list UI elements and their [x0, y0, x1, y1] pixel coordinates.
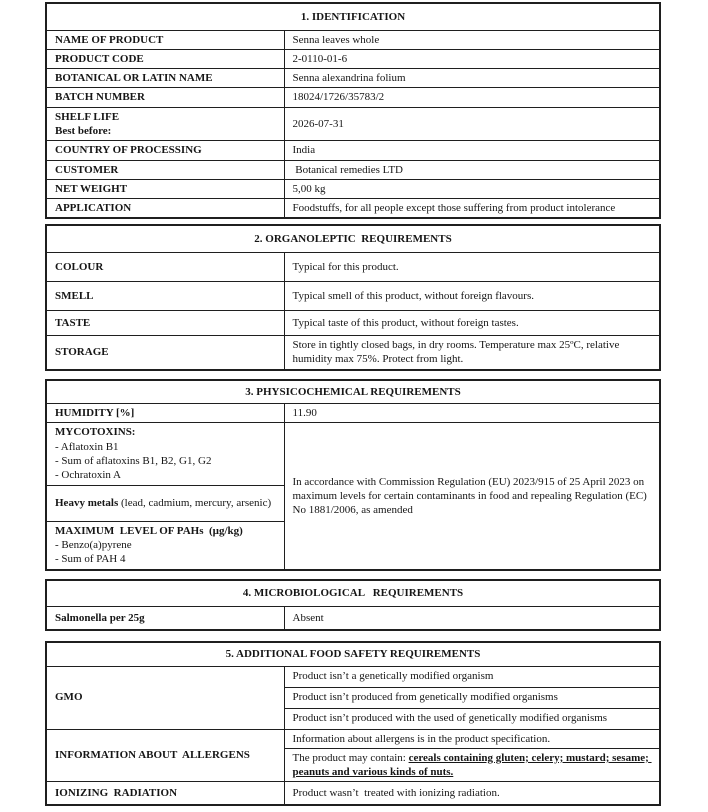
table-row — [46, 729, 660, 748]
row-value: 18024/1726/35783/2 — [284, 88, 660, 107]
table-row — [46, 666, 660, 687]
allergens-label: INFORMATION ABOUT ALLERGENS — [46, 729, 284, 782]
pahs-item: - Benzo(a)pyrene — [55, 539, 132, 552]
humidity-value: 11.90 — [284, 404, 660, 423]
gmo-value: Product isn’t a genetically modified organism — [284, 666, 660, 687]
row-value: Typical taste of this product, without foreign tastes. — [284, 310, 660, 335]
row-label: NAME OF PRODUCT — [46, 30, 284, 49]
gmo-label: GMO — [46, 666, 284, 729]
mycotoxins-item: - Aflatoxin B1 — [55, 440, 119, 453]
row-label: STORAGE — [46, 335, 284, 369]
table-row — [46, 160, 660, 179]
table-row — [46, 88, 660, 107]
regulation-note-cell — [284, 423, 660, 570]
mycotoxins-cell — [46, 423, 284, 485]
row-value: Senna alexandrina folium — [284, 69, 660, 88]
table-row — [46, 252, 660, 281]
pahs-item: - Sum of PAH 4 — [55, 553, 126, 566]
row-label: NET WEIGHT — [46, 179, 284, 198]
allergens-statement-prefix: The product may contain: — [292, 751, 409, 764]
heavy-metals-cell — [46, 485, 284, 521]
section-organoleptic-title: 2. ORGANOLEPTIC REQUIREMENTS — [46, 225, 660, 252]
section-additional-title: 5. ADDITIONAL FOOD SAFETY REQUIREMENTS — [46, 642, 660, 666]
heavy-metals-detail: (lead, cadmium, mercury, arsenic) — [120, 496, 272, 509]
row-value: 5,00 kg — [284, 179, 660, 198]
ionizing-value: Product wasn’t treated with ionizing radiation. — [284, 782, 660, 805]
row-value: Store in tightly closed bags, in dry rooms. Temperature max 25ºC, relative humidity max 75%. Protect from light. — [284, 335, 660, 369]
row-value: 2026-07-31 — [284, 107, 660, 141]
table-row — [46, 49, 660, 68]
section-identification-title: 1. IDENTIFICATION — [46, 3, 660, 30]
heavy-metals-heading: Heavy metals — [55, 496, 121, 509]
section-physicochemical — [45, 379, 661, 571]
row-label: BATCH NUMBER — [46, 88, 284, 107]
row-label: Salmonella per 25g — [46, 606, 284, 630]
row-value: Foodstuffs, for all people except those suffering from product intolerance — [284, 199, 660, 219]
row-label: CUSTOMER — [46, 160, 284, 179]
row-label: TASTE — [46, 310, 284, 335]
table-row — [46, 335, 660, 369]
row-value: Absent — [284, 606, 660, 630]
section-identification — [45, 2, 661, 219]
table-row — [46, 141, 660, 160]
table-row — [46, 404, 660, 423]
row-label: SMELL — [46, 281, 284, 310]
section-microbiological — [45, 579, 661, 631]
row-value: Senna leaves whole — [284, 30, 660, 49]
table-row — [46, 310, 660, 335]
allergens-statement-cell — [284, 748, 660, 782]
row-value: Typical smell of this product, without foreign flavours. — [284, 281, 660, 310]
row-label: COUNTRY OF PROCESSING — [46, 141, 284, 160]
gmo-value: Product isn’t produced from genetically modified organisms — [284, 687, 660, 708]
pahs-heading: MAXIMUM LEVEL OF PAHs (µg/kg) — [55, 524, 243, 537]
table-row — [46, 107, 660, 141]
row-value: Botanical remedies LTD — [284, 160, 660, 179]
shelf-life-label: SHELF LIFE — [55, 110, 120, 123]
mycotoxins-heading: MYCOTOXINS: — [55, 426, 136, 439]
table-row — [46, 179, 660, 198]
gmo-value: Product isn’t produced with the used of genetically modified organisms — [284, 708, 660, 729]
section-additional-food-safety — [45, 641, 661, 806]
table-row — [46, 69, 660, 88]
allergens-info: Information about allergens is in the product specification. — [284, 729, 660, 748]
row-value: India — [284, 141, 660, 160]
section-physicochemical-title: 3. PHYSICOCHEMICAL REQUIREMENTS — [46, 380, 660, 404]
mycotoxins-item: - Sum of aflatoxins B1, B2, G1, G2 — [55, 454, 212, 467]
ionizing-label: IONIZING RADIATION — [46, 782, 284, 805]
row-label — [46, 107, 284, 141]
row-label: BOTANICAL OR LATIN NAME — [46, 69, 284, 88]
table-row — [46, 606, 660, 630]
table-row — [46, 30, 660, 49]
table-row — [46, 281, 660, 310]
regulation-note: In accordance with Commission Regulation (EU) 2023/915 of 25 April 2023 on maximum levels for certain contaminants in food and repealing Regulation (EC) No 1881/2006, as amended — [292, 475, 650, 517]
row-label: APPLICATION — [46, 199, 284, 219]
best-before-label: Best before: — [55, 124, 112, 137]
row-value: Typical for this product. — [284, 252, 660, 281]
allergens-statement-list: cereals containing gluten; celery; mustard; sesame; peanuts and various kinds of nuts. — [292, 751, 652, 779]
pahs-cell — [46, 521, 284, 570]
table-row — [46, 782, 660, 805]
section-organoleptic — [45, 224, 661, 370]
row-label: COLOUR — [46, 252, 284, 281]
humidity-label: HUMIDITY [%] — [46, 404, 284, 423]
section-microbiological-title: 4. MICROBIOLOGICAL REQUIREMENTS — [46, 580, 660, 606]
mycotoxins-item: - Ochratoxin A — [55, 469, 121, 482]
table-row — [46, 199, 660, 219]
row-value: 2-0110-01-6 — [284, 49, 660, 68]
row-label: PRODUCT CODE — [46, 49, 284, 68]
table-row — [46, 423, 660, 485]
